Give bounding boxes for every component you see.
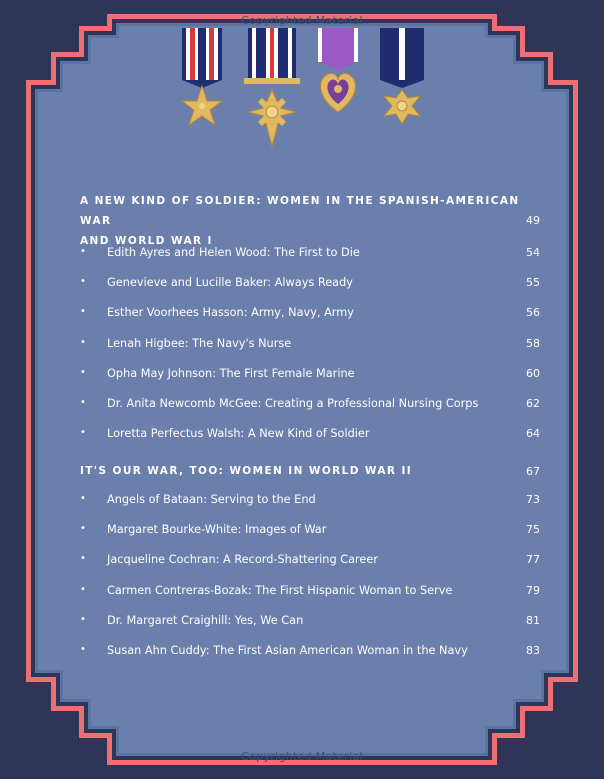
toc-entry: [80, 276, 540, 296]
section-title-2-line1: IT'S OUR WAR, TOO: WOMEN IN WORLD WAR II: [80, 465, 413, 477]
toc-entry-page: 54: [526, 246, 540, 259]
toc-entry-page: 77: [526, 553, 540, 567]
section-1-page-number: 49: [526, 214, 540, 227]
toc-entry-page: 83: [526, 644, 540, 657]
toc-entry-title: Opha May Johnson: The First Female Marine: [107, 366, 355, 380]
toc-entry-title: Loretta Perfectus Walsh: A New Kind of Soldier: [107, 427, 370, 441]
flying-cross-medal: [244, 28, 300, 146]
bullet-icon: •: [80, 366, 86, 378]
bullet-icon: •: [80, 276, 86, 288]
bullet-icon: •: [80, 523, 86, 535]
section-title-2: [80, 461, 520, 481]
toc-entry: [80, 337, 540, 357]
bullet-icon: •: [80, 493, 86, 504]
toc-entry-page: 58: [526, 336, 540, 350]
toc-entry: [80, 584, 540, 604]
watermark-bottom: Copyrighted Material: [241, 750, 363, 763]
medals-illustration: [0, 0, 604, 160]
toc-entry-title: Carmen Contreras-Bozak: The First Hispanic Woman to Serve: [107, 583, 453, 597]
toc-entry-page: 73: [526, 493, 540, 506]
toc-entry: [80, 367, 540, 387]
bullet-icon: •: [80, 306, 86, 318]
section-2-page-number: 67: [526, 465, 540, 478]
bullet-icon: •: [80, 427, 86, 439]
section-title-1-line2: AND WORLD WAR I: [80, 235, 213, 247]
toc-entry: [80, 306, 540, 326]
toc-entry: [80, 246, 540, 266]
toc-entry-page: 64: [526, 427, 540, 441]
toc-entry-title: Esther Voorhees Hasson: Army, Navy, Army: [107, 306, 354, 320]
purple-heart-medal: [318, 28, 358, 112]
silver-star-medal: [182, 28, 222, 125]
bullet-icon: •: [80, 644, 86, 655]
toc-entry-page: 55: [526, 276, 540, 290]
toc-entry-title: Susan Ahn Cuddy: The First Asian American Woman in the Navy: [107, 644, 468, 657]
toc-entry: [80, 397, 540, 417]
toc-entry: [80, 614, 540, 634]
toc-entry-title: Genevieve and Lucille Baker: Always Ready: [107, 276, 353, 290]
toc-entry: [80, 427, 540, 447]
bullet-icon: •: [80, 397, 86, 408]
toc-entry-title: Edith Ayres and Helen Wood: The First to Die: [107, 246, 360, 259]
toc-entry-title: Angels of Bataan: Serving to the End: [107, 493, 316, 506]
toc-entry-title: Margaret Bourke-White: Images of War: [107, 523, 327, 537]
toc-entry: [80, 553, 540, 573]
bullet-icon: •: [80, 246, 86, 257]
watermark-top: Copyrighted Material: [241, 14, 363, 27]
toc-entry: [80, 644, 540, 664]
section-title-1: [80, 191, 520, 251]
toc-entry-page: 75: [526, 523, 540, 537]
toc-entry: [80, 493, 540, 513]
bullet-icon: •: [80, 583, 86, 595]
toc-entry-title: Jacqueline Cochran: A Record-Shattering Career: [107, 553, 378, 567]
toc-entry-page: 79: [526, 583, 540, 597]
toc-entry-title: Dr. Anita Newcomb McGee: Creating a Professional Nursing Corps: [107, 397, 479, 410]
toc-entry-title: Dr. Margaret Craighill: Yes, We Can: [107, 613, 304, 627]
toc-entry-title: Lenah Higbee: The Navy's Nurse: [107, 336, 292, 350]
bullet-icon: •: [80, 613, 86, 625]
toc-entry-page: 56: [526, 306, 540, 320]
toc-entry-page: 62: [526, 397, 540, 410]
toc-entry-page: 81: [526, 613, 540, 627]
navy-cross-medal: [380, 28, 424, 124]
section-title-1-line1: A NEW KIND OF SOLDIER: WOMEN IN THE SPANISH-AMERICAN WAR: [80, 195, 520, 227]
bullet-icon: •: [80, 336, 86, 348]
toc-entry-page: 60: [526, 366, 540, 380]
toc-entry: [80, 523, 540, 543]
bullet-icon: •: [80, 553, 86, 565]
